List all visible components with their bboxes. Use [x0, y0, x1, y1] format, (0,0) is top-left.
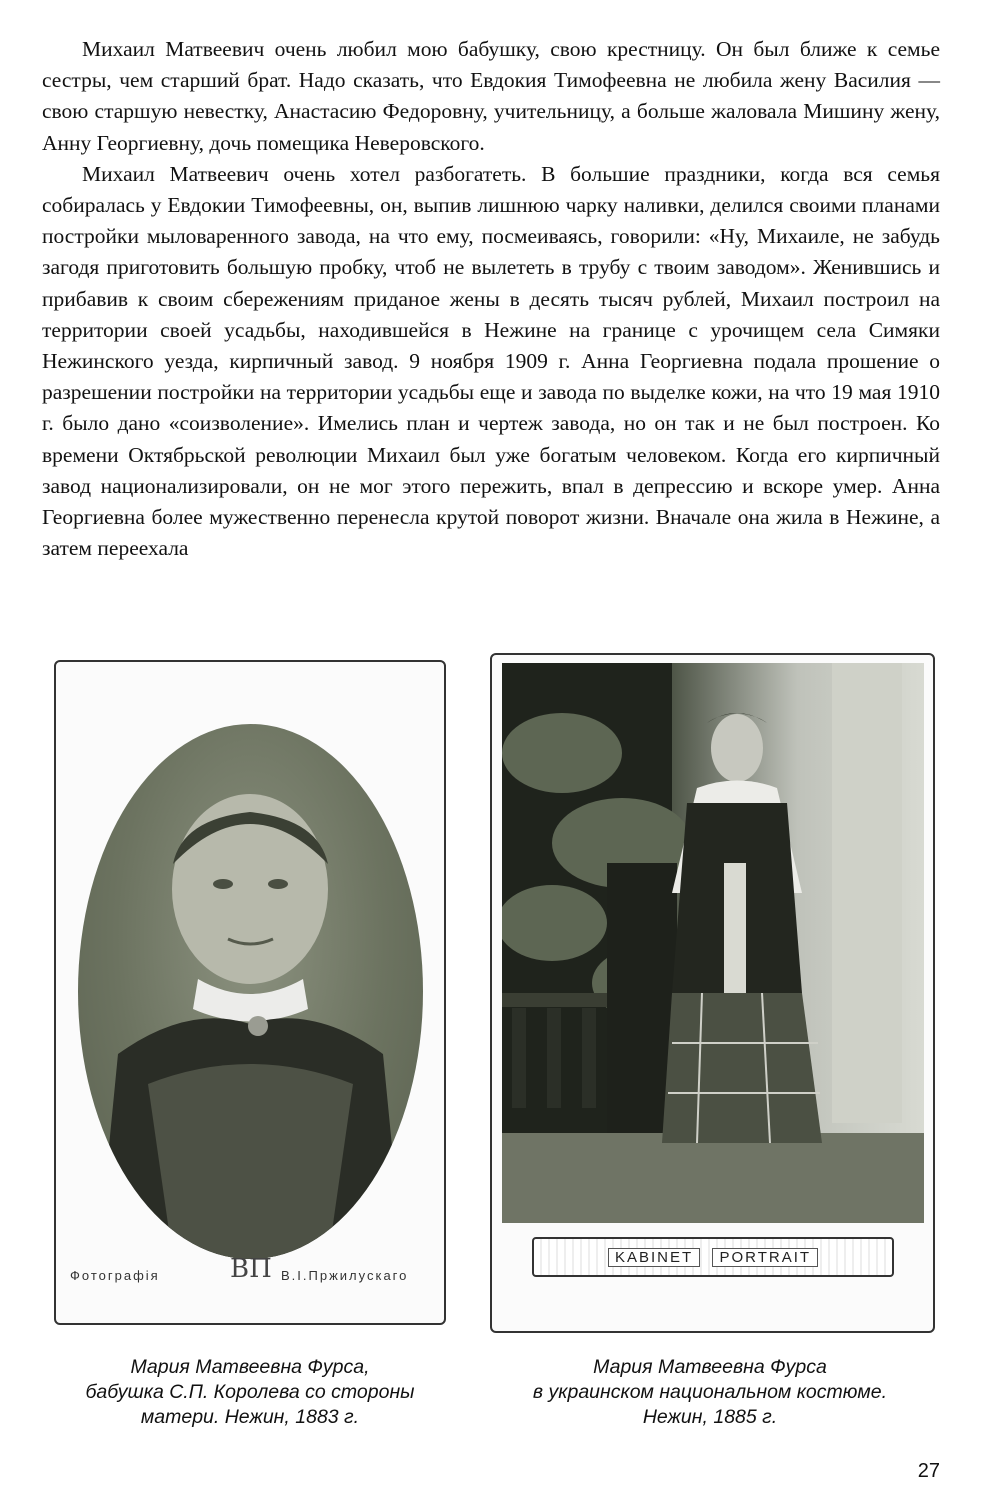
page-number: 27: [917, 1460, 940, 1482]
studio-imprint-left: Фотографiя: [70, 1268, 160, 1283]
cabinet-portrait-plate: [532, 1237, 894, 1277]
caption-right-line-2: в украинском национальном костюме.: [532, 1381, 888, 1403]
portrait-figure: [78, 724, 423, 1259]
caption-left: [60, 1355, 440, 1430]
caption-left-line-1: Мария Матвеевна Фурса,: [130, 1356, 370, 1378]
caption-right-line-3: Нежин, 1885 г.: [642, 1406, 778, 1428]
paragraph-2: Михаил Матвеевич очень хотел разбогатеть. В большие праздники, когда вся семья собиралась у Евдокии Тимофеевны, он, выпив лишнюю чарку наливки, делился своими планами постройки мыловаренного завода, на что ему, посмеиваясь, говорили: «Ну, Михаиле, не забудь загодя приготовить большую пробку, чтоб не вылететь в трубу с твоим заводом». Женившись и прибавив к своим сбережениям приданое жены в десять тысяч рублей, Михаил построил на территории своей усадьбы, находившейся в Нежине на границе с урочищем села Симяки Нежинского уезда, кирпичный завод. 9 ноября 1909 г. Анна Георгиевна подала прошение о разрешении постройки на территории усадьбы еще и завода по выделке кожи, на что 19 мая 1910 г. было дано «соизволение». Имелись план и чертеж завода, но он так и не был построен. Ко времени Октябрьской революции Михаил был уже богатым человеком. Когда его кирпичный завод национализировали, он не мог этого пережить, впал в депрессию и вскоре умер. Анна Георгиевна более мужественно перенесла крутой поворот жизни. Вначале она жила в Нежине, а затем переехала: [42, 161, 940, 561]
costume-scene: [502, 663, 924, 1223]
portrait-photo-oval: [78, 724, 423, 1259]
caption-right-line-1: Мария Матвеевна Фурса: [593, 1356, 827, 1378]
costume-photo: [502, 663, 924, 1223]
caption-left-line-3: матери. Нежин, 1883 г.: [140, 1406, 360, 1428]
plate-label-left: KABINET: [608, 1248, 700, 1267]
caption-right: [470, 1355, 950, 1430]
photo-card-left: [54, 660, 446, 1325]
studio-imprint-right: В.I.Пржилускаго: [281, 1268, 409, 1283]
caption-left-line-2: бабушка С.П. Королева со стороны: [85, 1381, 415, 1403]
plate-label-right: PORTRAIT: [712, 1248, 818, 1267]
photo-card-right: [490, 653, 935, 1333]
studio-monogram: ВП: [230, 1254, 272, 1284]
body-text: [42, 34, 940, 564]
paragraph-1: Михаил Матвеевич очень любил мою бабушку, свою крестницу. Он был ближе к семье сестры, чем старший брат. Надо сказать, что Евдокия Тимофеевна не любила жену Василия — свою старшую невестку, Анастасию Федоровну, учительницу, а больше жаловала Мишину жену, Анну Георгиевну, дочь помещика Неверовского.: [42, 37, 940, 155]
